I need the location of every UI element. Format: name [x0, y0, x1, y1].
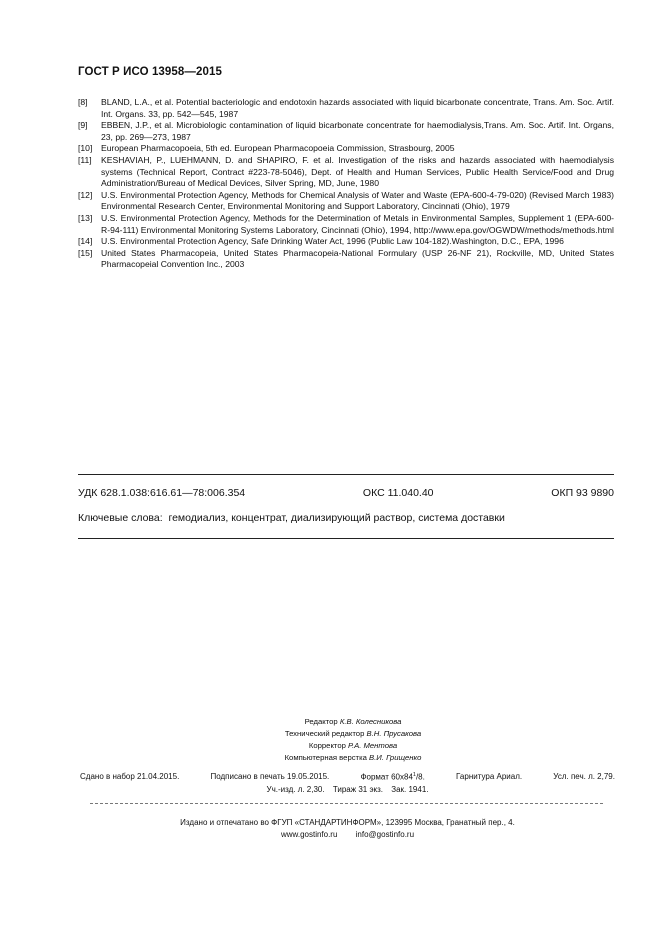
reference-text: U.S. Environmental Protection Agency, Methods for the Determination of Metals in Environmental Samples, Supplement 1 (EPA-600-R-94-111) Environmental Monitoring Systems Laboratory, Cincinnati (Ohio), 1994, http://www.epa.gov/OGWDW/methods/methods.html [101, 212, 614, 235]
reference-number: [14] [78, 236, 93, 247]
oks-code: ОКС 11.040.40 [362, 487, 434, 499]
page-title: ГОСТ Р ИСО 13958—2015 [78, 66, 223, 78]
reference-text: BLAND, L.A., et al. Potential bacteriologic and endotoxin hazards associated with liquid bicarbonate concentrate, Trans. Am. Soc. Artif. Int. Organs. 33, pp. 542—545, 1987 [101, 97, 614, 119]
reference-text: European Pharmacopoeia, 5th ed. European Pharmacopoeia Commission, Strasbourg, 2005 [101, 143, 455, 154]
reference-number: [8] [78, 97, 88, 107]
divider [78, 474, 614, 475]
list-item [78, 120, 614, 143]
reference-number: [11] [78, 154, 92, 165]
publication-details-2 [80, 785, 615, 794]
publisher-sheets: Уч.-изд. л. 2,30. [266, 785, 325, 794]
list-item [78, 190, 614, 213]
signed-date: Подписано в печать 19.05.2015. [210, 772, 330, 781]
reference-number: [10] [78, 143, 93, 154]
circulation: Тираж 31 экз. [332, 785, 384, 794]
reference-number: [15] [78, 247, 93, 258]
reference-text: U.S. Environmental Protection Agency, Methods for Chemical Analysis of Water and Waste (EPA-600-4-79-020) (Revised March 1983) Environmental Research Center, Environmental Monitoring and Support Laboratory, Cincinnati (Ohio), 1979 [101, 189, 614, 212]
bibliography-list [78, 97, 614, 271]
list-item [78, 143, 614, 155]
staff-credits [253, 716, 453, 764]
submitted-date: Сдано в набор 21.04.2015. [80, 772, 180, 781]
reference-text: United States Pharmacopeia, United States Pharmacopeia-National Formulary (USP 26-NF 21), Rockville, MD, United States Pharmacopeial Convention Inc., 2003 [101, 247, 614, 270]
print-sheets: Усл. печ. л. 2,79. [553, 772, 615, 781]
paper-format: Формат $60х84^1/8$. [360, 772, 425, 782]
classification-codes [78, 487, 614, 499]
udk-code: УДК 628.1.038:616.61—78:006.354 [78, 487, 246, 499]
okp-code: ОКП 93 9890 [551, 487, 614, 499]
list-item [78, 213, 614, 236]
corrector-line: Корректор Р.А. Ментова [308, 741, 398, 750]
divider [90, 803, 603, 804]
publisher-contacts [80, 830, 615, 839]
reference-text: U.S. Environmental Protection Agency, Safe Drinking Water Act, 1996 (Public Law 104-182).Washington, D.C., EPA, 1996 [101, 236, 564, 247]
publication-details [80, 772, 615, 782]
publisher-info: Издано и отпечатано во ФГУП «СТАНДАРТИНФОРМ», 123995 Москва, Гранатный пер., 4. [180, 818, 515, 827]
divider [78, 538, 614, 539]
reference-text: EBBEN, J.P., et al. Microbiologic contamination of liquid bicarbonate concentrate for haemodialysis,Trans. Am. Soc. Artif. Int. Organs, 23, pp. 269—273, 1987 [101, 120, 614, 142]
reference-number: [12] [78, 189, 93, 200]
list-item [78, 236, 614, 248]
editor-line: Редактор К.В. Колесникова [304, 717, 402, 726]
list-item [78, 248, 614, 271]
layout-line: Компьютерная верстка В.И. Грищенко [284, 753, 422, 762]
keywords-value: гемодиализ, концентрат, диализирующий раствор, система доставки [168, 512, 505, 524]
order-number: Зак. 1941. [391, 785, 429, 794]
tech-editor-line: Технический редактор В.Н. Прусакова [284, 729, 422, 738]
list-item [78, 155, 614, 190]
reference-number: [13] [78, 212, 93, 223]
list-item [78, 97, 614, 120]
reference-text: KESHAVIAH, P., LUEHMANN, D. and SHAPIRO, F. et al. Investigation of the risks and hazards associated with haemodialysis systems (Technical Report, Contract #223-78-5046), Dept. of Health and Human Services, Public Health Service/Food and Drug Administration/Bureau of Medical Devices, Silver Spring, MD, June, 1980 [101, 154, 614, 189]
typeface: Гарнитура Ариал. [456, 772, 523, 781]
keywords-label: Ключевые слова: [78, 512, 163, 524]
email-link[interactable]: info@gostinfo.ru [355, 830, 415, 839]
website-link[interactable]: www.gostinfo.ru [280, 830, 338, 839]
reference-number: [9] [78, 120, 88, 131]
keywords [78, 512, 614, 524]
